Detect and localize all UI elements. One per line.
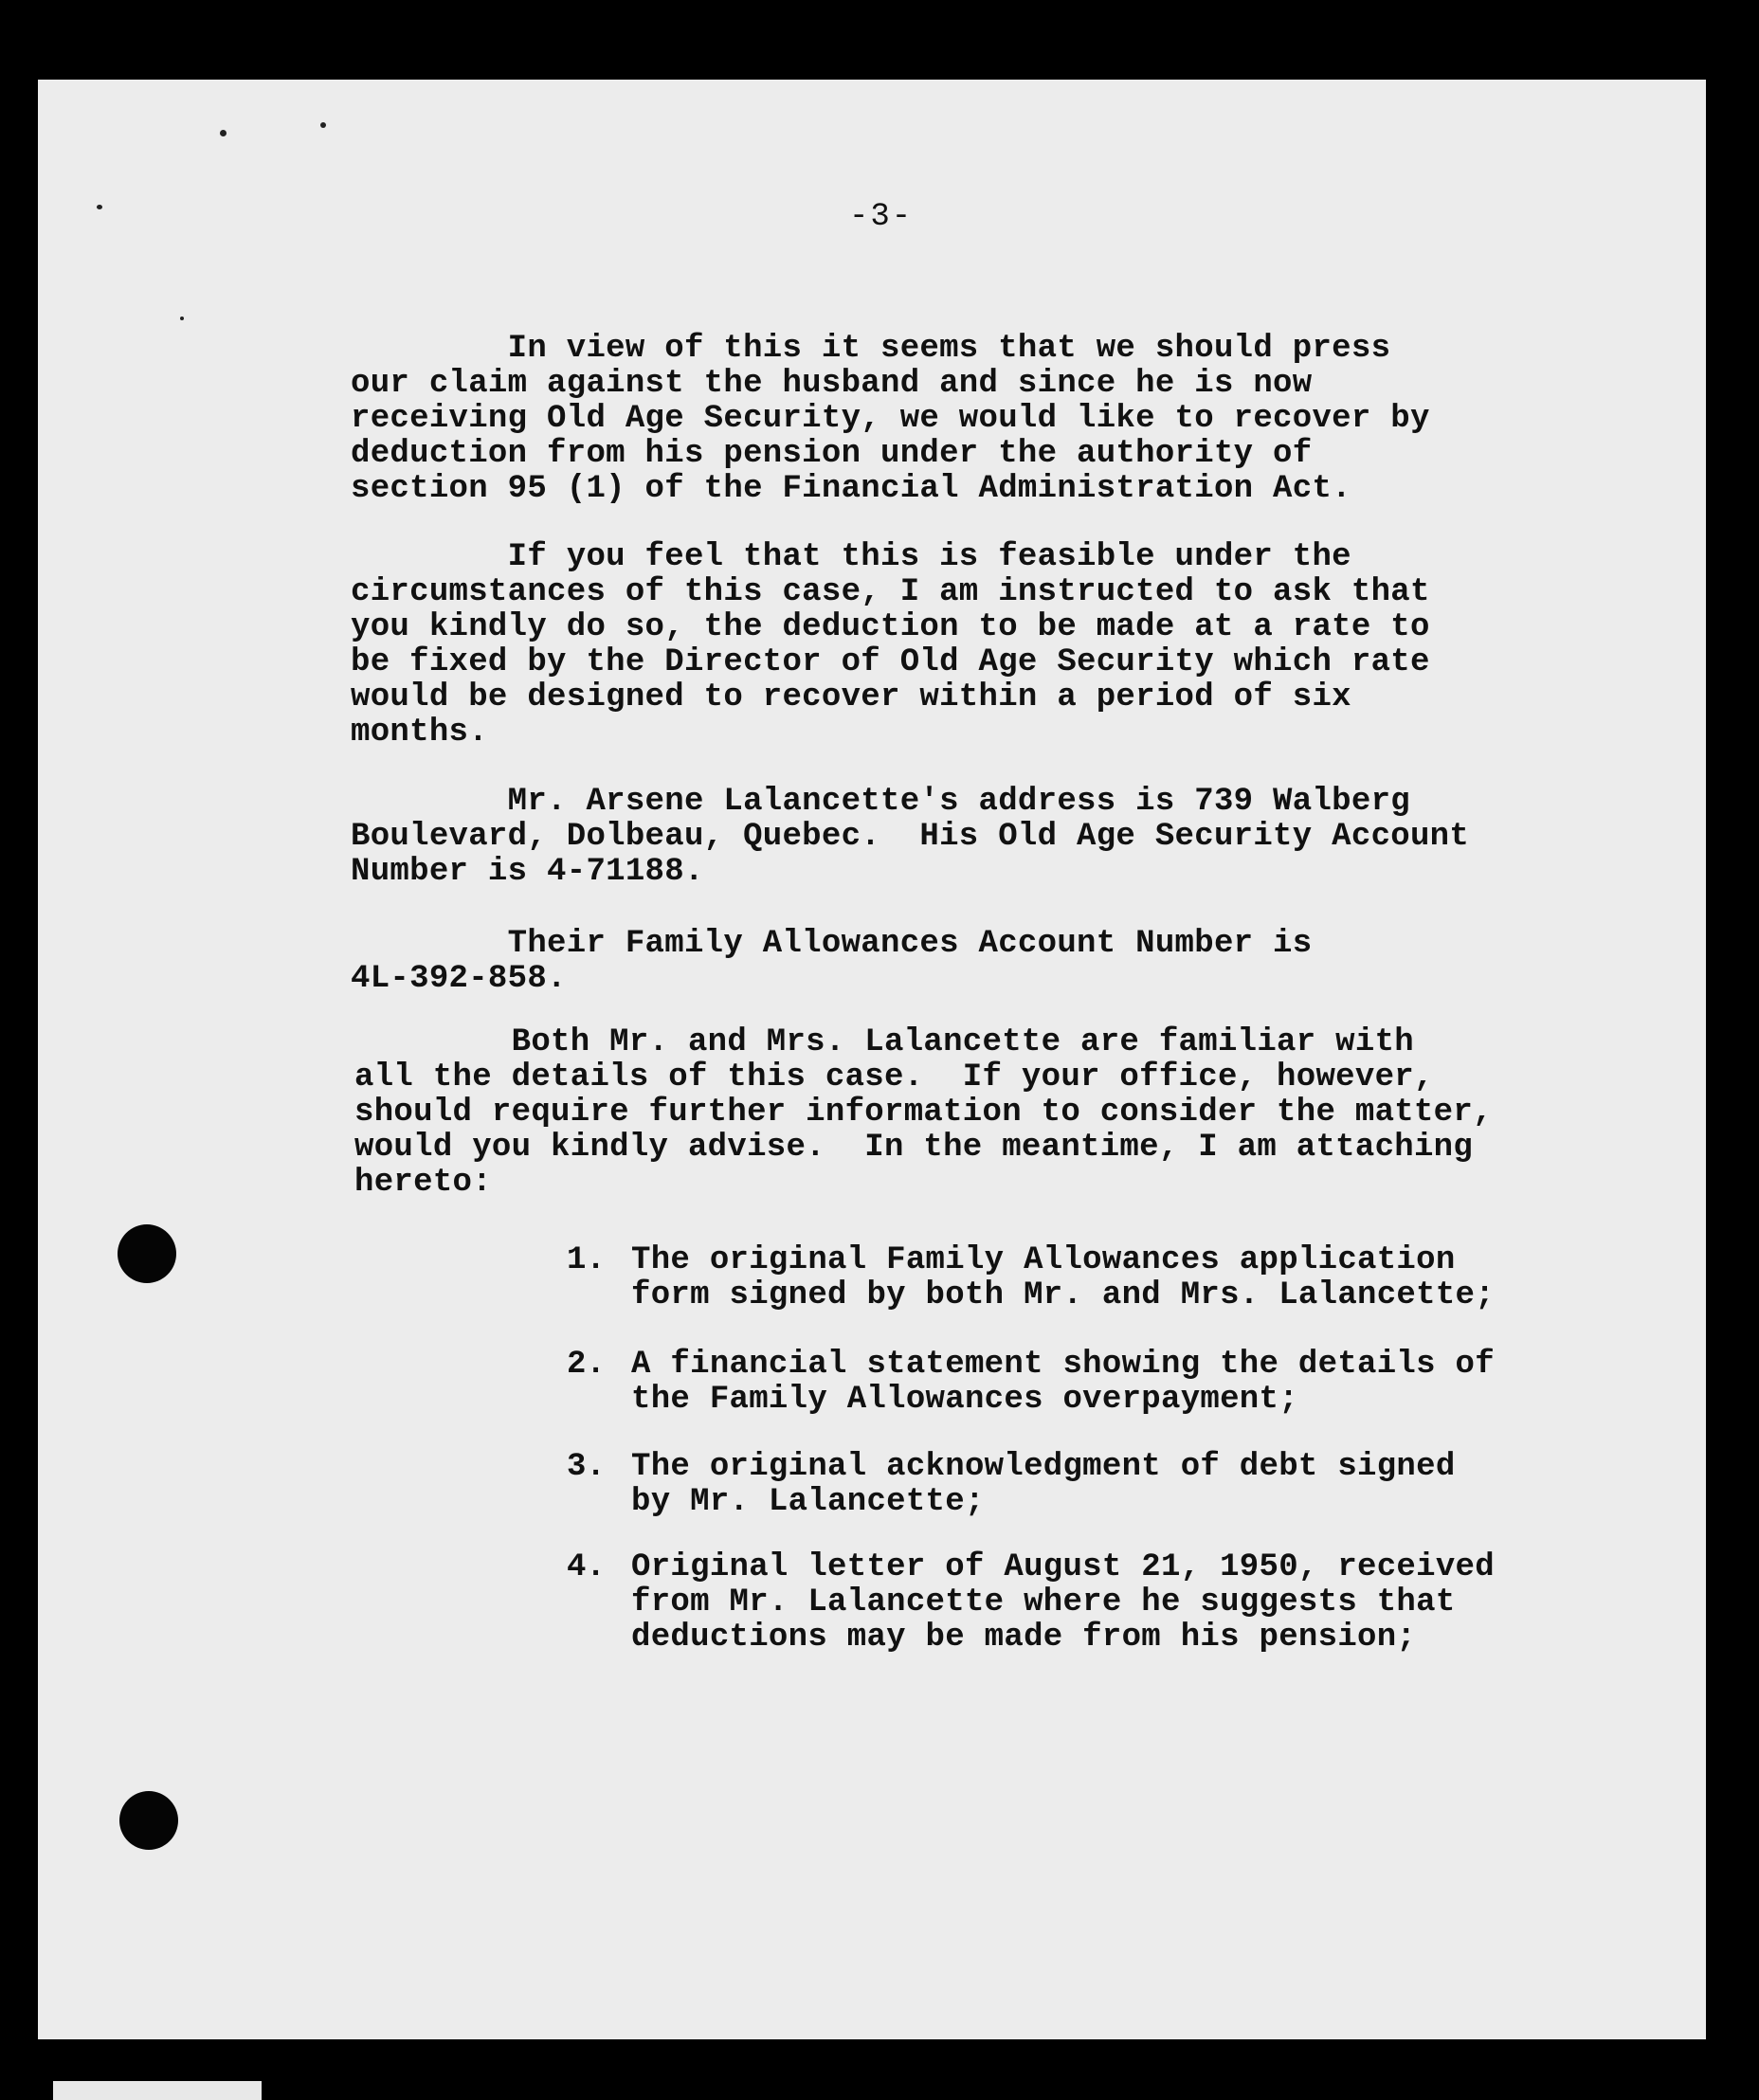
- paragraph-account-number: Their Family Allowances Account Number is 4L-392-858.: [351, 926, 1313, 997]
- attachment-text: Original letter of August 21, 1950, received from Mr. Lalancette where he suggests that deductions may be made from his pension;: [631, 1549, 1495, 1656]
- attachment-text: The original acknowledgment of debt signed by Mr. Lalancette;: [631, 1449, 1456, 1520]
- paragraph-details: Both Mr. and Mrs. Lalancette are familiar with all the details of this case. If your office, however, should require further information to consider the matter, would you kindly advise. In the meantime, I am attaching hereto:: [354, 1024, 1493, 1201]
- dust-speck: [320, 122, 326, 128]
- attachment-number: 3.: [567, 1449, 606, 1485]
- scanner-tab: [53, 2081, 262, 2100]
- page-number: -3-: [849, 199, 914, 235]
- attachment-text: The original Family Allowances application form signed by both Mr. and Mrs. Lalancette;: [631, 1242, 1495, 1313]
- punch-hole-upper: [118, 1224, 176, 1283]
- dust-speck: [220, 130, 227, 136]
- dust-speck: [97, 205, 102, 209]
- paragraph-feasibility: If you feel that this is feasible under the circumstances of this case, I am instructed to ask that you kindly do so, the deduction to be made at a rate to be fixed by the Director of Old Age Security which rate would be designed to recover within a period of six months.: [351, 539, 1430, 751]
- attachment-text: A financial statement showing the details of the Family Allowances overpayment;: [631, 1347, 1495, 1418]
- paragraph-address: Mr. Arsene Lalancette's address is 739 Walberg Boulevard, Dolbeau, Quebec. His Old Age Security Account Number is 4-71188.: [351, 784, 1470, 890]
- paragraph-claim: In view of this it seems that we should press our claim against the husband and since he is now receiving Old Age Security, we would like to recover by deduction from his pension under the authority of section 95 (1) of the Financial Administration Act.: [351, 331, 1430, 507]
- punch-hole-lower: [119, 1791, 178, 1850]
- attachment-number: 1.: [567, 1242, 606, 1278]
- dust-speck: [180, 317, 184, 320]
- attachment-number: 4.: [567, 1549, 606, 1585]
- attachment-number: 2.: [567, 1347, 606, 1383]
